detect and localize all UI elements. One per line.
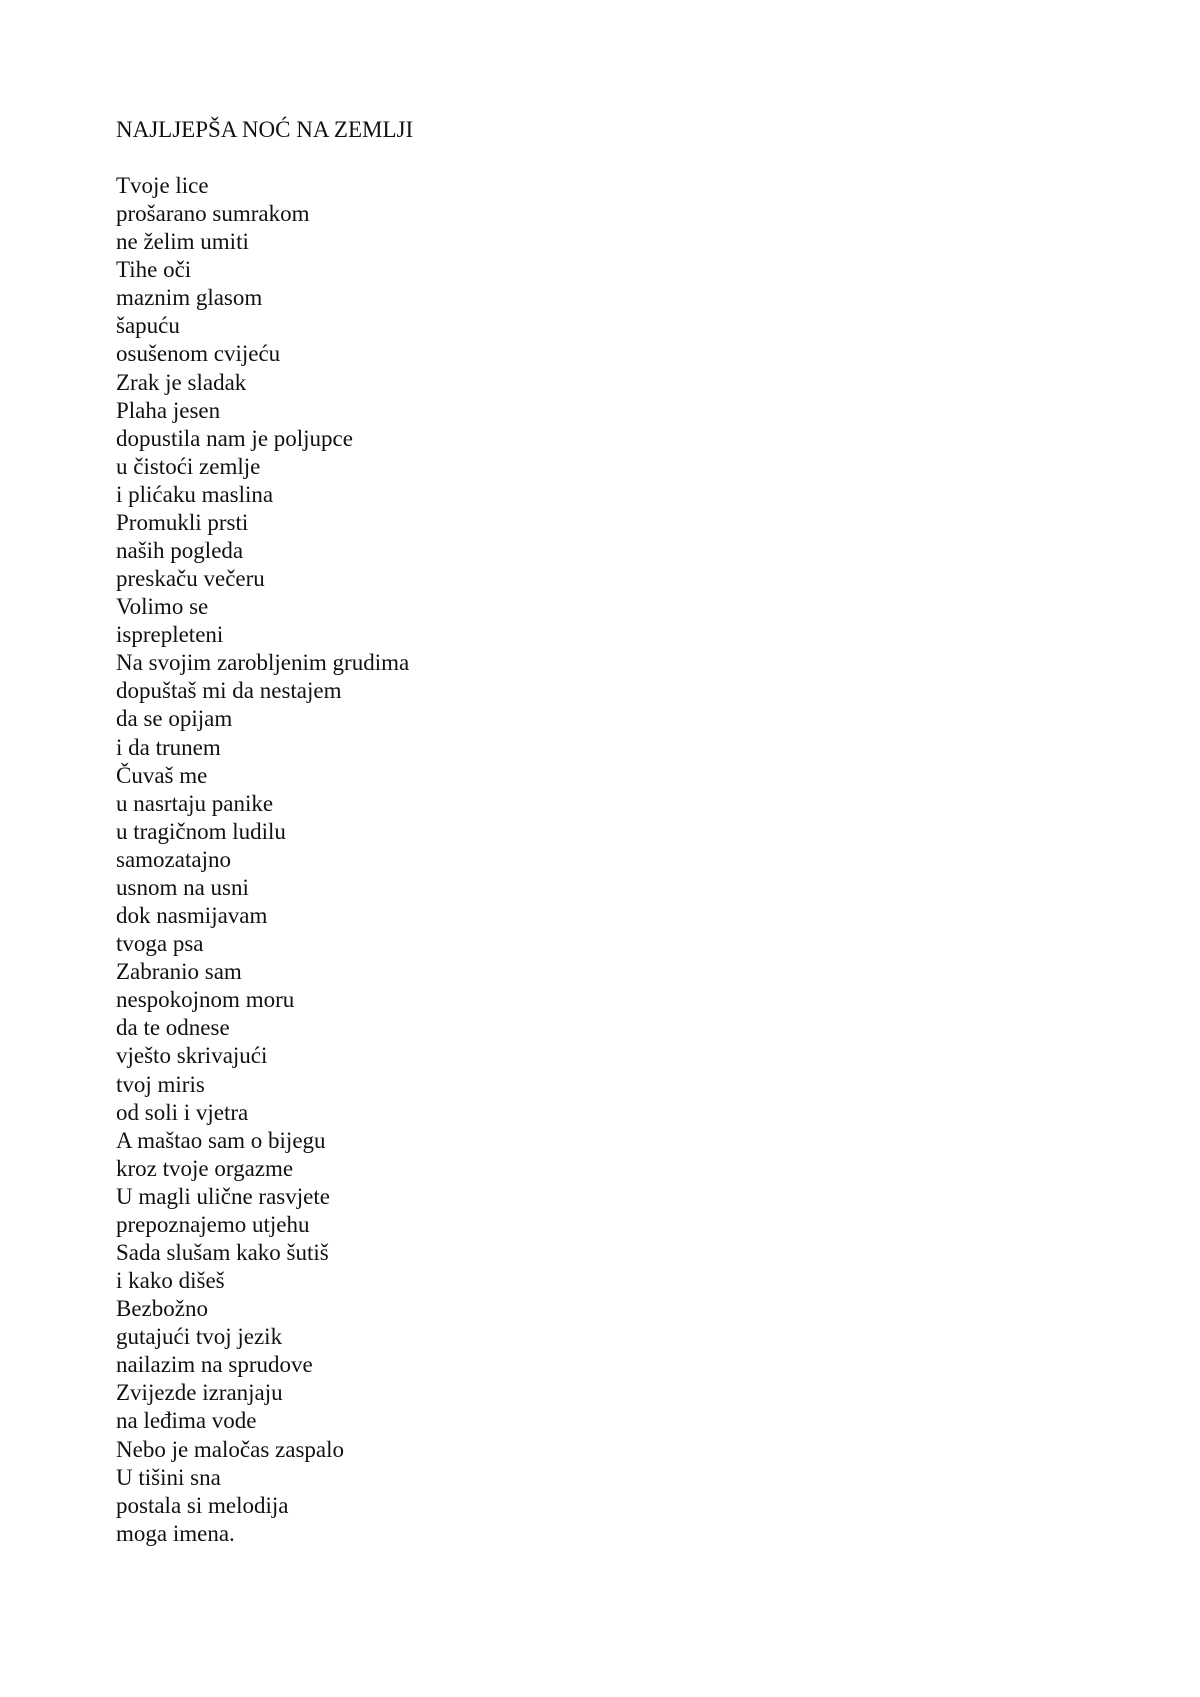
poem-line: dopuštaš mi da nestajem bbox=[116, 678, 342, 704]
poem-line: Zrak je sladak bbox=[116, 369, 247, 395]
poem-line: postala si melodija bbox=[116, 1492, 289, 1518]
poem-line: Sada slušam kako šutiš bbox=[116, 1239, 329, 1265]
poem-line: u nasrtaju panike bbox=[116, 790, 274, 816]
poem-line: da se opijam bbox=[116, 706, 233, 732]
poem-line: Tihe oči bbox=[116, 257, 192, 283]
poem-line: na leđima vode bbox=[116, 1408, 257, 1434]
poem-line: Tvoje lice bbox=[116, 173, 209, 198]
poem-line: Zvijezde izranjaju bbox=[116, 1380, 283, 1406]
poem-line: vješto skrivajući bbox=[116, 1043, 268, 1069]
poem-line: samozatajno bbox=[116, 846, 231, 872]
poem-line: i da trunem bbox=[116, 734, 221, 760]
poem-line: moga imena. bbox=[116, 1520, 235, 1546]
poem-line: naših pogleda bbox=[116, 538, 244, 564]
poem-line: dok nasmijavam bbox=[116, 903, 268, 929]
poem-line: gutajući tvoj jezik bbox=[116, 1324, 283, 1350]
poem-line: preskaču večeru bbox=[116, 566, 265, 592]
poem-line: U tišini sna bbox=[116, 1464, 221, 1490]
poem-line: Na svojim zarobljenim grudima bbox=[116, 650, 410, 676]
poem-body bbox=[116, 172, 409, 1548]
poem-line: A maštao sam o bijegu bbox=[116, 1127, 326, 1153]
poem-line: nespokojnom moru bbox=[116, 987, 295, 1013]
poem-line: maznim glasom bbox=[116, 285, 263, 311]
poem-line: osušenom cvijeću bbox=[116, 341, 281, 367]
poem-line: U magli ulične rasvjete bbox=[116, 1183, 330, 1209]
poem-line: prepoznajemo utjehu bbox=[116, 1211, 310, 1237]
poem-line: Bezbožno bbox=[116, 1296, 208, 1322]
poem-line: Čuvaš me bbox=[116, 762, 208, 788]
poem-line: Nebo je maločas zaspalo bbox=[116, 1436, 344, 1462]
poem-line: dopustila nam je poljupce bbox=[116, 425, 353, 451]
poem-line: nailazim na sprudove bbox=[116, 1352, 313, 1378]
poem-line: Promukli prsti bbox=[116, 509, 249, 535]
poem-line: Plaha jesen bbox=[116, 397, 221, 423]
poem-line: Zabranio sam bbox=[116, 959, 242, 985]
poem-line: da te odnese bbox=[116, 1015, 230, 1041]
poem-line: i kako dišeš bbox=[116, 1268, 225, 1294]
poem-line: kroz tvoje orgazme bbox=[116, 1155, 294, 1181]
poem-line: ne želim umiti bbox=[116, 229, 249, 255]
poem-line: tvoj miris bbox=[116, 1071, 205, 1097]
poem-line: i plićaku maslina bbox=[116, 481, 274, 507]
poem-line: tvoga psa bbox=[116, 931, 204, 957]
poem-title: NAJLJEPŠA NOĆ NA ZEMLJI bbox=[116, 117, 414, 142]
poem-line: šapuću bbox=[116, 313, 180, 339]
poem-line: u tragičnom ludilu bbox=[116, 818, 286, 844]
poem-line: u čistoći zemlje bbox=[116, 453, 261, 479]
poem-line: isprepleteni bbox=[116, 622, 224, 648]
poem-line: usnom na usni bbox=[116, 874, 249, 900]
poem-line: Volimo se bbox=[116, 594, 209, 620]
poem-line: od soli i vjetra bbox=[116, 1099, 249, 1125]
poem-line: prošarano sumrakom bbox=[116, 201, 310, 227]
